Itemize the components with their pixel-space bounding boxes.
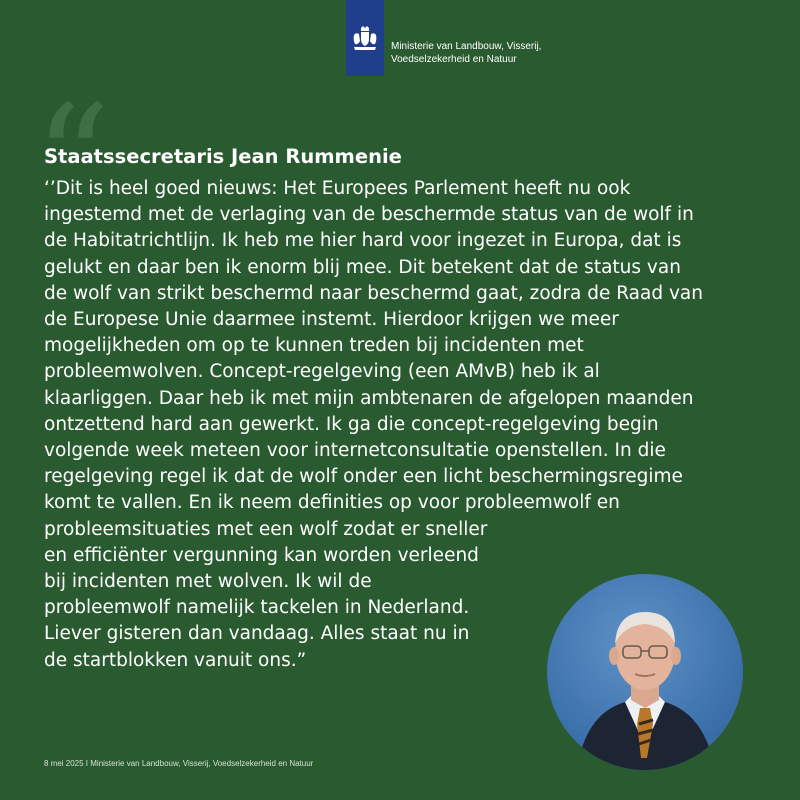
ministry-name-line1: Ministerie van Landbouw, Visserij, bbox=[391, 41, 542, 52]
quote-line: probleemwolf namelijk tackelen in Nederland. bbox=[44, 597, 470, 619]
quote-line: bij incidenten met wolven. Ik wil de bbox=[44, 571, 372, 593]
quote-line: Liever gisteren dan vandaag. Alles staat nu in bbox=[44, 623, 470, 645]
footer-caption: 8 mei 2025 I Ministerie van Landbouw, Visserij, Voedselzekerheid en Natuur bbox=[44, 759, 314, 768]
quote-line: komt te vallen. En ik neem definities op voor probleemwolf en bbox=[44, 492, 620, 514]
government-logo bbox=[346, 0, 384, 76]
quote-mark-icon: “ bbox=[34, 74, 111, 248]
quote-line: en efficiënter vergunning kan worden verleend bbox=[44, 544, 479, 566]
quote-line: klaarliggen. Daar heb ik met mijn ambtenaren de afgelopen maanden bbox=[44, 387, 694, 409]
quote-line: de wolf van strikt beschermd naar beschermd gaat, zodra de Raad van bbox=[44, 282, 703, 304]
quote-line: mogelijkheden om op te kunnen treden bij incidenten met bbox=[44, 335, 584, 357]
quote-line: de Europese Unie daarmee instemt. Hierdoor krijgen we meer bbox=[44, 309, 619, 331]
speaker-portrait bbox=[547, 574, 743, 770]
quote-line: probleemwolven. Concept-regelgeving (een AMvB) heb ik al bbox=[44, 361, 600, 383]
quote-line: de Habitatrichtlijn. Ik heb me hier hard voor ingezet in Europa, dat is bbox=[44, 230, 682, 252]
quote-line: ‘’Dit is heel goed nieuws: Het Europees Parlement heeft nu ook bbox=[44, 178, 631, 199]
ministry-name bbox=[391, 40, 541, 66]
quote-line: ontzettend hard aan gewerkt. Ik ga die concept-regelgeving begin bbox=[44, 413, 659, 435]
ministry-name-line2: Voedselzekerheid en Natuur bbox=[391, 54, 517, 65]
speaker-name: Staatssecretaris Jean Rummenie bbox=[44, 145, 402, 168]
quote-line: gelukt en daar ben ik enorm blij mee. Dit betekent dat de status van bbox=[44, 256, 681, 278]
quote-line: de startblokken vanuit ons.” bbox=[44, 649, 307, 671]
coat-of-arms-icon bbox=[351, 25, 379, 51]
quote-line: volgende week meteen voor internetconsultatie openstellen. In die bbox=[44, 440, 666, 462]
portrait-figure bbox=[547, 574, 743, 770]
quote-line: probleemsituaties met een wolf zodat er sneller bbox=[44, 518, 488, 540]
quote-line: regelgeving regel ik dat de wolf onder een licht beschermingsregime bbox=[44, 466, 683, 488]
quote-line: ingestemd met de verlaging van de beschermde status van de wolf in bbox=[44, 204, 694, 226]
